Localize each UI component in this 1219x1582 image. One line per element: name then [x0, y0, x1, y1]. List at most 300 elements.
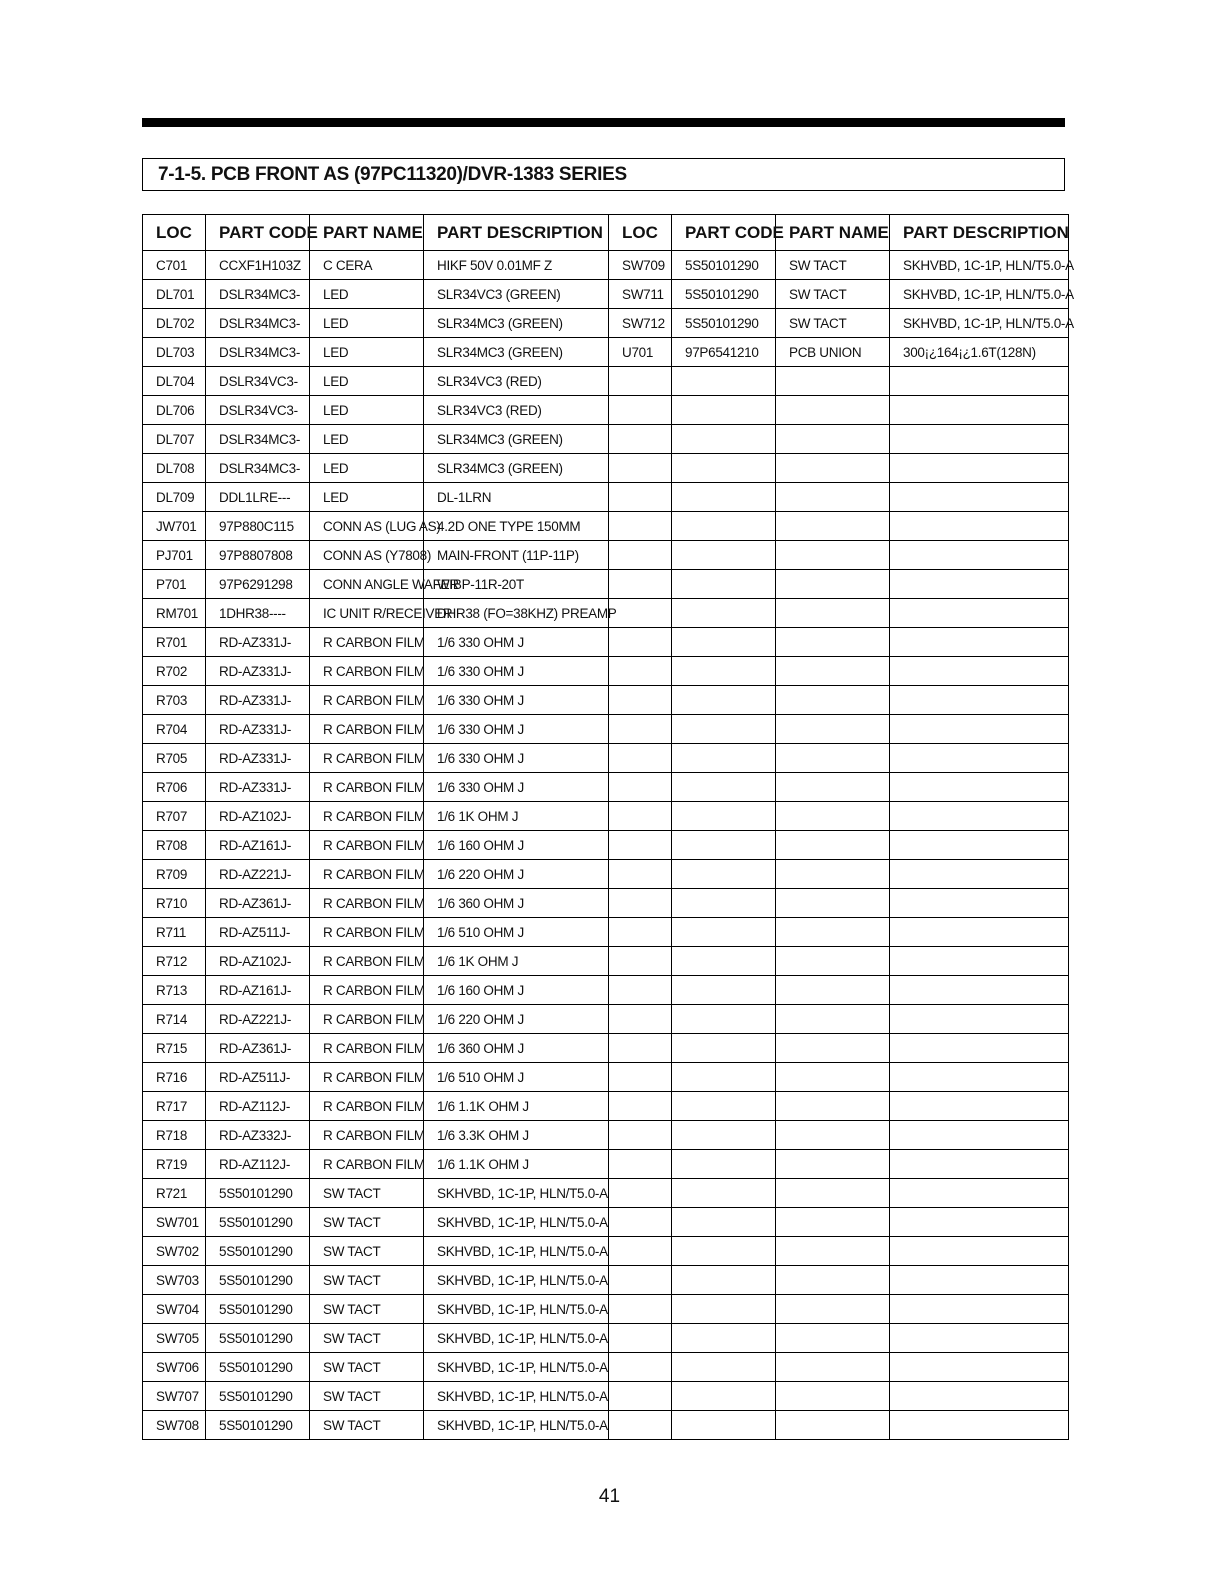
cell-part-code: RD-AZ331J- — [206, 773, 310, 802]
cell-loc: DL706 — [143, 396, 206, 425]
cell-part-description: 1/6 330 OHM J — [424, 628, 609, 657]
cell-part-description: SKHVBD, 1C-1P, HLN/T5.0-A — [424, 1237, 609, 1266]
table-row — [143, 1005, 1069, 1034]
table-row — [143, 1382, 1069, 1411]
table-row — [143, 1411, 1069, 1440]
cell-part-description: HIKF 50V 0.01MF Z — [424, 251, 609, 280]
cell-part-description-2 — [890, 1324, 1069, 1353]
cell-part-code: 1DHR38---- — [206, 599, 310, 628]
cell-loc: SW702 — [143, 1237, 206, 1266]
cell-part-name: LED — [310, 309, 424, 338]
cell-loc-2 — [609, 686, 672, 715]
cell-loc-2 — [609, 918, 672, 947]
cell-part-code-2 — [672, 570, 776, 599]
cell-part-code-2: 5S50101290 — [672, 309, 776, 338]
cell-part-name-2 — [776, 1179, 890, 1208]
cell-part-name-2 — [776, 889, 890, 918]
cell-part-description: 1/6 220 OHM J — [424, 1005, 609, 1034]
section-title: 7-1-5. PCB FRONT AS (97PC11320)/DVR-1383 SERIES — [158, 164, 627, 185]
cell-part-name: LED — [310, 367, 424, 396]
cell-part-name-2 — [776, 1063, 890, 1092]
cell-part-code-2 — [672, 396, 776, 425]
table-row — [143, 628, 1069, 657]
cell-part-name: SW TACT — [310, 1266, 424, 1295]
cell-loc: DL707 — [143, 425, 206, 454]
cell-part-code-2 — [672, 367, 776, 396]
top-rule — [142, 118, 1065, 127]
cell-loc-2 — [609, 1411, 672, 1440]
cell-part-code: 5S50101290 — [206, 1237, 310, 1266]
cell-loc-2 — [609, 367, 672, 396]
cell-part-code-2 — [672, 1266, 776, 1295]
cell-part-description-2 — [890, 1411, 1069, 1440]
cell-loc: R706 — [143, 773, 206, 802]
cell-part-name: SW TACT — [310, 1179, 424, 1208]
cell-part-description-2 — [890, 1295, 1069, 1324]
cell-part-description-2 — [890, 1353, 1069, 1382]
cell-part-name-2 — [776, 715, 890, 744]
cell-part-description: 1/6 510 OHM J — [424, 918, 609, 947]
cell-part-name-2 — [776, 1411, 890, 1440]
cell-loc-2 — [609, 889, 672, 918]
cell-part-code-2 — [672, 483, 776, 512]
cell-loc: DL708 — [143, 454, 206, 483]
table-row — [143, 1295, 1069, 1324]
cell-part-code: 5S50101290 — [206, 1382, 310, 1411]
cell-part-code-2 — [672, 657, 776, 686]
cell-part-code-2 — [672, 541, 776, 570]
cell-part-description: SLR34MC3 (GREEN) — [424, 309, 609, 338]
cell-part-description-2 — [890, 715, 1069, 744]
cell-part-name: SW TACT — [310, 1353, 424, 1382]
cell-part-name: R CARBON FILM — [310, 947, 424, 976]
cell-part-description-2 — [890, 744, 1069, 773]
cell-loc-2 — [609, 1063, 672, 1092]
cell-part-description: SLR34MC3 (GREEN) — [424, 425, 609, 454]
cell-loc-2: SW709 — [609, 251, 672, 280]
cell-part-description: SKHVBD, 1C-1P, HLN/T5.0-A — [424, 1266, 609, 1295]
cell-part-description: 1/6 1.1K OHM J — [424, 1150, 609, 1179]
cell-part-name: R CARBON FILM — [310, 860, 424, 889]
table-row — [143, 396, 1069, 425]
cell-part-code-2 — [672, 860, 776, 889]
cell-part-code: RD-AZ361J- — [206, 889, 310, 918]
cell-loc-2 — [609, 715, 672, 744]
table-row — [143, 338, 1069, 367]
cell-part-description-2: SKHVBD, 1C-1P, HLN/T5.0-A — [890, 251, 1069, 280]
cell-part-name: R CARBON FILM — [310, 715, 424, 744]
cell-loc-2 — [609, 976, 672, 1005]
table-row — [143, 1179, 1069, 1208]
cell-part-description-2 — [890, 396, 1069, 425]
cell-part-description-2 — [890, 570, 1069, 599]
cell-loc: R711 — [143, 918, 206, 947]
cell-part-code-2 — [672, 1324, 776, 1353]
cell-part-code-2 — [672, 599, 776, 628]
cell-part-description-2 — [890, 599, 1069, 628]
cell-part-name-2 — [776, 367, 890, 396]
table-row — [143, 686, 1069, 715]
cell-part-code: RD-AZ332J- — [206, 1121, 310, 1150]
cell-part-name-2 — [776, 541, 890, 570]
cell-part-code: DDL1LRE--- — [206, 483, 310, 512]
cell-part-description-2 — [890, 1179, 1069, 1208]
table-row — [143, 280, 1069, 309]
table-row — [143, 657, 1069, 686]
cell-part-description-2 — [890, 1121, 1069, 1150]
cell-loc: DL704 — [143, 367, 206, 396]
cell-part-code-2 — [672, 1382, 776, 1411]
header-part-name-2: PART NAME — [776, 215, 890, 251]
cell-part-code-2 — [672, 1295, 776, 1324]
cell-loc: R719 — [143, 1150, 206, 1179]
table-row — [143, 1353, 1069, 1382]
cell-part-description-2 — [890, 686, 1069, 715]
cell-part-description: SKHVBD, 1C-1P, HLN/T5.0-A — [424, 1295, 609, 1324]
cell-part-code: 5S50101290 — [206, 1324, 310, 1353]
cell-part-code: RD-AZ102J- — [206, 947, 310, 976]
cell-part-name-2 — [776, 831, 890, 860]
cell-loc-2 — [609, 657, 672, 686]
table-row — [143, 251, 1069, 280]
header-part-code-2: PART CODE — [672, 215, 776, 251]
cell-part-description: 1/6 160 OHM J — [424, 831, 609, 860]
cell-part-name-2 — [776, 1005, 890, 1034]
cell-part-name: SW TACT — [310, 1208, 424, 1237]
cell-part-name-2 — [776, 860, 890, 889]
cell-loc-2 — [609, 831, 672, 860]
cell-part-code: CCXF1H103Z — [206, 251, 310, 280]
cell-part-description: MAIN-FRONT (11P-11P) — [424, 541, 609, 570]
cell-part-description: 1/6 510 OHM J — [424, 1063, 609, 1092]
cell-loc: DL709 — [143, 483, 206, 512]
cell-part-description-2 — [890, 512, 1069, 541]
cell-part-description-2 — [890, 541, 1069, 570]
cell-part-name-2 — [776, 1353, 890, 1382]
cell-part-description: 1/6 1K OHM J — [424, 802, 609, 831]
cell-part-code-2 — [672, 425, 776, 454]
table-row — [143, 976, 1069, 1005]
cell-part-code: RD-AZ161J- — [206, 976, 310, 1005]
cell-part-description: SLR34VC3 (RED) — [424, 367, 609, 396]
cell-loc-2 — [609, 947, 672, 976]
cell-part-code: 5S50101290 — [206, 1295, 310, 1324]
table-row — [143, 802, 1069, 831]
cell-part-code-2 — [672, 802, 776, 831]
cell-loc: R716 — [143, 1063, 206, 1092]
cell-part-description-2 — [890, 367, 1069, 396]
table-row — [143, 570, 1069, 599]
cell-loc: R704 — [143, 715, 206, 744]
header-loc: LOC — [143, 215, 206, 251]
cell-loc-2 — [609, 860, 672, 889]
cell-loc-2 — [609, 1324, 672, 1353]
cell-loc: SW708 — [143, 1411, 206, 1440]
table-row — [143, 1121, 1069, 1150]
cell-loc-2 — [609, 773, 672, 802]
cell-part-name: SW TACT — [310, 1237, 424, 1266]
cell-loc: R702 — [143, 657, 206, 686]
cell-part-description-2 — [890, 947, 1069, 976]
cell-part-name: LED — [310, 396, 424, 425]
cell-part-code: DSLR34VC3- — [206, 367, 310, 396]
cell-part-name-2 — [776, 1150, 890, 1179]
header-part-description: PART DESCRIPTION — [424, 215, 609, 251]
page-number: 41 — [598, 1486, 621, 1507]
table-row — [143, 599, 1069, 628]
cell-loc-2 — [609, 1382, 672, 1411]
cell-part-name-2 — [776, 1382, 890, 1411]
cell-part-name: SW TACT — [310, 1324, 424, 1353]
cell-part-description-2 — [890, 1063, 1069, 1092]
cell-part-name-2: PCB UNION — [776, 338, 890, 367]
table-row — [143, 744, 1069, 773]
cell-part-code-2 — [672, 686, 776, 715]
table-row — [143, 889, 1069, 918]
table-row — [143, 367, 1069, 396]
cell-part-description: 1/6 3.3K OHM J — [424, 1121, 609, 1150]
cell-loc-2 — [609, 1121, 672, 1150]
cell-part-code-2 — [672, 976, 776, 1005]
cell-part-name: R CARBON FILM — [310, 686, 424, 715]
cell-part-name-2 — [776, 599, 890, 628]
cell-part-name: R CARBON FILM — [310, 918, 424, 947]
table-row — [143, 1208, 1069, 1237]
header-part-name: PART NAME — [310, 215, 424, 251]
cell-part-name-2 — [776, 744, 890, 773]
cell-part-name-2 — [776, 425, 890, 454]
cell-part-description: 4.2D ONE TYPE 150MM — [424, 512, 609, 541]
cell-loc-2 — [609, 1266, 672, 1295]
table-row — [143, 1092, 1069, 1121]
cell-part-code: DSLR34MC3- — [206, 425, 310, 454]
cell-loc-2 — [609, 1237, 672, 1266]
cell-loc: C701 — [143, 251, 206, 280]
cell-loc: R718 — [143, 1121, 206, 1150]
cell-part-name: CONN AS (Y7808) — [310, 541, 424, 570]
cell-part-description-2 — [890, 860, 1069, 889]
cell-part-description: SKHVBD, 1C-1P, HLN/T5.0-A — [424, 1179, 609, 1208]
cell-part-code: RD-AZ331J- — [206, 715, 310, 744]
cell-part-code: 97P6291298 — [206, 570, 310, 599]
cell-part-code: 5S50101290 — [206, 1353, 310, 1382]
cell-loc-2 — [609, 541, 672, 570]
cell-loc: R715 — [143, 1034, 206, 1063]
cell-part-name: LED — [310, 483, 424, 512]
cell-part-code-2 — [672, 773, 776, 802]
cell-loc-2 — [609, 1092, 672, 1121]
cell-part-code-2 — [672, 1005, 776, 1034]
cell-part-description-2 — [890, 773, 1069, 802]
cell-part-description: SLR34VC3 (GREEN) — [424, 280, 609, 309]
cell-loc-2 — [609, 1353, 672, 1382]
cell-part-name-2 — [776, 976, 890, 1005]
cell-loc-2 — [609, 628, 672, 657]
cell-part-description-2 — [890, 1034, 1069, 1063]
cell-part-description-2 — [890, 1382, 1069, 1411]
cell-part-name: LED — [310, 425, 424, 454]
cell-part-description-2 — [890, 1150, 1069, 1179]
cell-part-code-2 — [672, 1121, 776, 1150]
cell-part-description-2 — [890, 831, 1069, 860]
cell-part-code: RD-AZ221J- — [206, 1005, 310, 1034]
cell-part-description: 1/6 360 OHM J — [424, 889, 609, 918]
cell-part-code-2 — [672, 744, 776, 773]
cell-part-name-2: SW TACT — [776, 309, 890, 338]
cell-part-code: RD-AZ112J- — [206, 1092, 310, 1121]
cell-part-name: C CERA — [310, 251, 424, 280]
cell-part-description-2: 300¡¿164¡¿1.6T(128N) — [890, 338, 1069, 367]
cell-loc: R721 — [143, 1179, 206, 1208]
cell-part-name: SW TACT — [310, 1411, 424, 1440]
cell-loc: DL701 — [143, 280, 206, 309]
table-header-row — [143, 215, 1069, 251]
cell-part-code: 97P880C115 — [206, 512, 310, 541]
table-row — [143, 1150, 1069, 1179]
cell-part-description-2 — [890, 1092, 1069, 1121]
cell-part-code-2: 97P6541210 — [672, 338, 776, 367]
cell-part-code: DSLR34MC3- — [206, 309, 310, 338]
cell-loc-2: SW711 — [609, 280, 672, 309]
cell-part-code: RD-AZ112J- — [206, 1150, 310, 1179]
cell-part-description: DL-1LRN — [424, 483, 609, 512]
cell-part-name: IC UNIT R/RECEIVER — [310, 599, 424, 628]
cell-loc-2 — [609, 483, 672, 512]
cell-loc-2 — [609, 744, 672, 773]
cell-part-name: R CARBON FILM — [310, 1063, 424, 1092]
cell-part-code-2 — [672, 1353, 776, 1382]
table-row — [143, 425, 1069, 454]
cell-loc-2: SW712 — [609, 309, 672, 338]
cell-part-code-2 — [672, 1208, 776, 1237]
cell-part-description: 1/6 330 OHM J — [424, 715, 609, 744]
cell-part-code: 5S50101290 — [206, 1266, 310, 1295]
table-row — [143, 918, 1069, 947]
cell-part-description: 1/6 330 OHM J — [424, 657, 609, 686]
cell-part-description-2 — [890, 628, 1069, 657]
cell-part-code: DSLR34VC3- — [206, 396, 310, 425]
cell-loc: R708 — [143, 831, 206, 860]
cell-loc-2 — [609, 1034, 672, 1063]
cell-part-code-2 — [672, 918, 776, 947]
cell-part-name-2 — [776, 947, 890, 976]
cell-part-description-2 — [890, 1208, 1069, 1237]
cell-loc: SW706 — [143, 1353, 206, 1382]
table-row — [143, 773, 1069, 802]
cell-part-name: R CARBON FILM — [310, 1150, 424, 1179]
cell-part-name: SW TACT — [310, 1295, 424, 1324]
cell-loc-2 — [609, 512, 672, 541]
cell-loc: R709 — [143, 860, 206, 889]
parts-list-table — [142, 214, 1074, 1440]
cell-part-description-2 — [890, 889, 1069, 918]
cell-part-name: LED — [310, 338, 424, 367]
cell-loc: RM701 — [143, 599, 206, 628]
cell-loc-2 — [609, 1005, 672, 1034]
cell-part-description-2 — [890, 657, 1069, 686]
cell-part-code: 5S50101290 — [206, 1208, 310, 1237]
cell-loc-2 — [609, 570, 672, 599]
cell-part-name-2: SW TACT — [776, 280, 890, 309]
cell-loc: PJ701 — [143, 541, 206, 570]
table-row — [143, 715, 1069, 744]
cell-part-code-2 — [672, 1411, 776, 1440]
cell-part-code: DSLR34MC3- — [206, 338, 310, 367]
cell-part-description: 1/6 1K OHM J — [424, 947, 609, 976]
cell-loc-2 — [609, 802, 672, 831]
header-loc-2: LOC — [609, 215, 672, 251]
cell-loc: SW707 — [143, 1382, 206, 1411]
cell-part-description-2: SKHVBD, 1C-1P, HLN/T5.0-A — [890, 309, 1069, 338]
cell-part-name: LED — [310, 280, 424, 309]
cell-part-name-2 — [776, 657, 890, 686]
cell-part-description: 1/6 360 OHM J — [424, 1034, 609, 1063]
cell-part-code: 97P8807808 — [206, 541, 310, 570]
cell-part-description-2 — [890, 802, 1069, 831]
cell-part-description: 1/6 160 OHM J — [424, 976, 609, 1005]
cell-part-code: RD-AZ511J- — [206, 918, 310, 947]
cell-part-code: RD-AZ161J- — [206, 831, 310, 860]
cell-loc-2: U701 — [609, 338, 672, 367]
table-row — [143, 483, 1069, 512]
cell-part-description-2 — [890, 1237, 1069, 1266]
cell-part-description: SLR34MC3 (GREEN) — [424, 454, 609, 483]
cell-part-code: RD-AZ102J- — [206, 802, 310, 831]
table-row — [143, 541, 1069, 570]
cell-part-name: R CARBON FILM — [310, 628, 424, 657]
header-part-code: PART CODE — [206, 215, 310, 251]
cell-loc: SW705 — [143, 1324, 206, 1353]
cell-part-code-2: 5S50101290 — [672, 251, 776, 280]
table-row — [143, 831, 1069, 860]
cell-part-code-2 — [672, 1034, 776, 1063]
cell-part-code: DSLR34MC3- — [206, 280, 310, 309]
table-row — [143, 860, 1069, 889]
cell-part-description: WIBP-11R-20T — [424, 570, 609, 599]
cell-part-code-2 — [672, 512, 776, 541]
cell-part-code-2 — [672, 1179, 776, 1208]
cell-part-description: 1/6 1.1K OHM J — [424, 1092, 609, 1121]
cell-part-description-2 — [890, 483, 1069, 512]
cell-part-code-2 — [672, 715, 776, 744]
cell-part-name: SW TACT — [310, 1382, 424, 1411]
cell-part-description: SKHVBD, 1C-1P, HLN/T5.0-A — [424, 1208, 609, 1237]
table-row — [143, 1237, 1069, 1266]
cell-loc: R717 — [143, 1092, 206, 1121]
cell-part-name-2 — [776, 1034, 890, 1063]
cell-part-name: R CARBON FILM — [310, 1092, 424, 1121]
cell-loc: R712 — [143, 947, 206, 976]
cell-loc: R703 — [143, 686, 206, 715]
cell-loc-2 — [609, 599, 672, 628]
cell-part-code-2 — [672, 889, 776, 918]
table-row — [143, 1063, 1069, 1092]
cell-part-description: SKHVBD, 1C-1P, HLN/T5.0-A — [424, 1382, 609, 1411]
cell-part-name-2 — [776, 1208, 890, 1237]
cell-loc: SW704 — [143, 1295, 206, 1324]
cell-part-name-2 — [776, 802, 890, 831]
cell-loc: SW701 — [143, 1208, 206, 1237]
cell-part-code: RD-AZ331J- — [206, 628, 310, 657]
cell-part-description: DHR38 (FO=38KHZ) PREAMP — [424, 599, 609, 628]
cell-loc-2 — [609, 1179, 672, 1208]
cell-loc: JW701 — [143, 512, 206, 541]
table-row — [143, 309, 1069, 338]
cell-part-code-2 — [672, 1063, 776, 1092]
cell-loc-2 — [609, 396, 672, 425]
cell-part-code-2 — [672, 1092, 776, 1121]
cell-part-description: SKHVBD, 1C-1P, HLN/T5.0-A — [424, 1353, 609, 1382]
